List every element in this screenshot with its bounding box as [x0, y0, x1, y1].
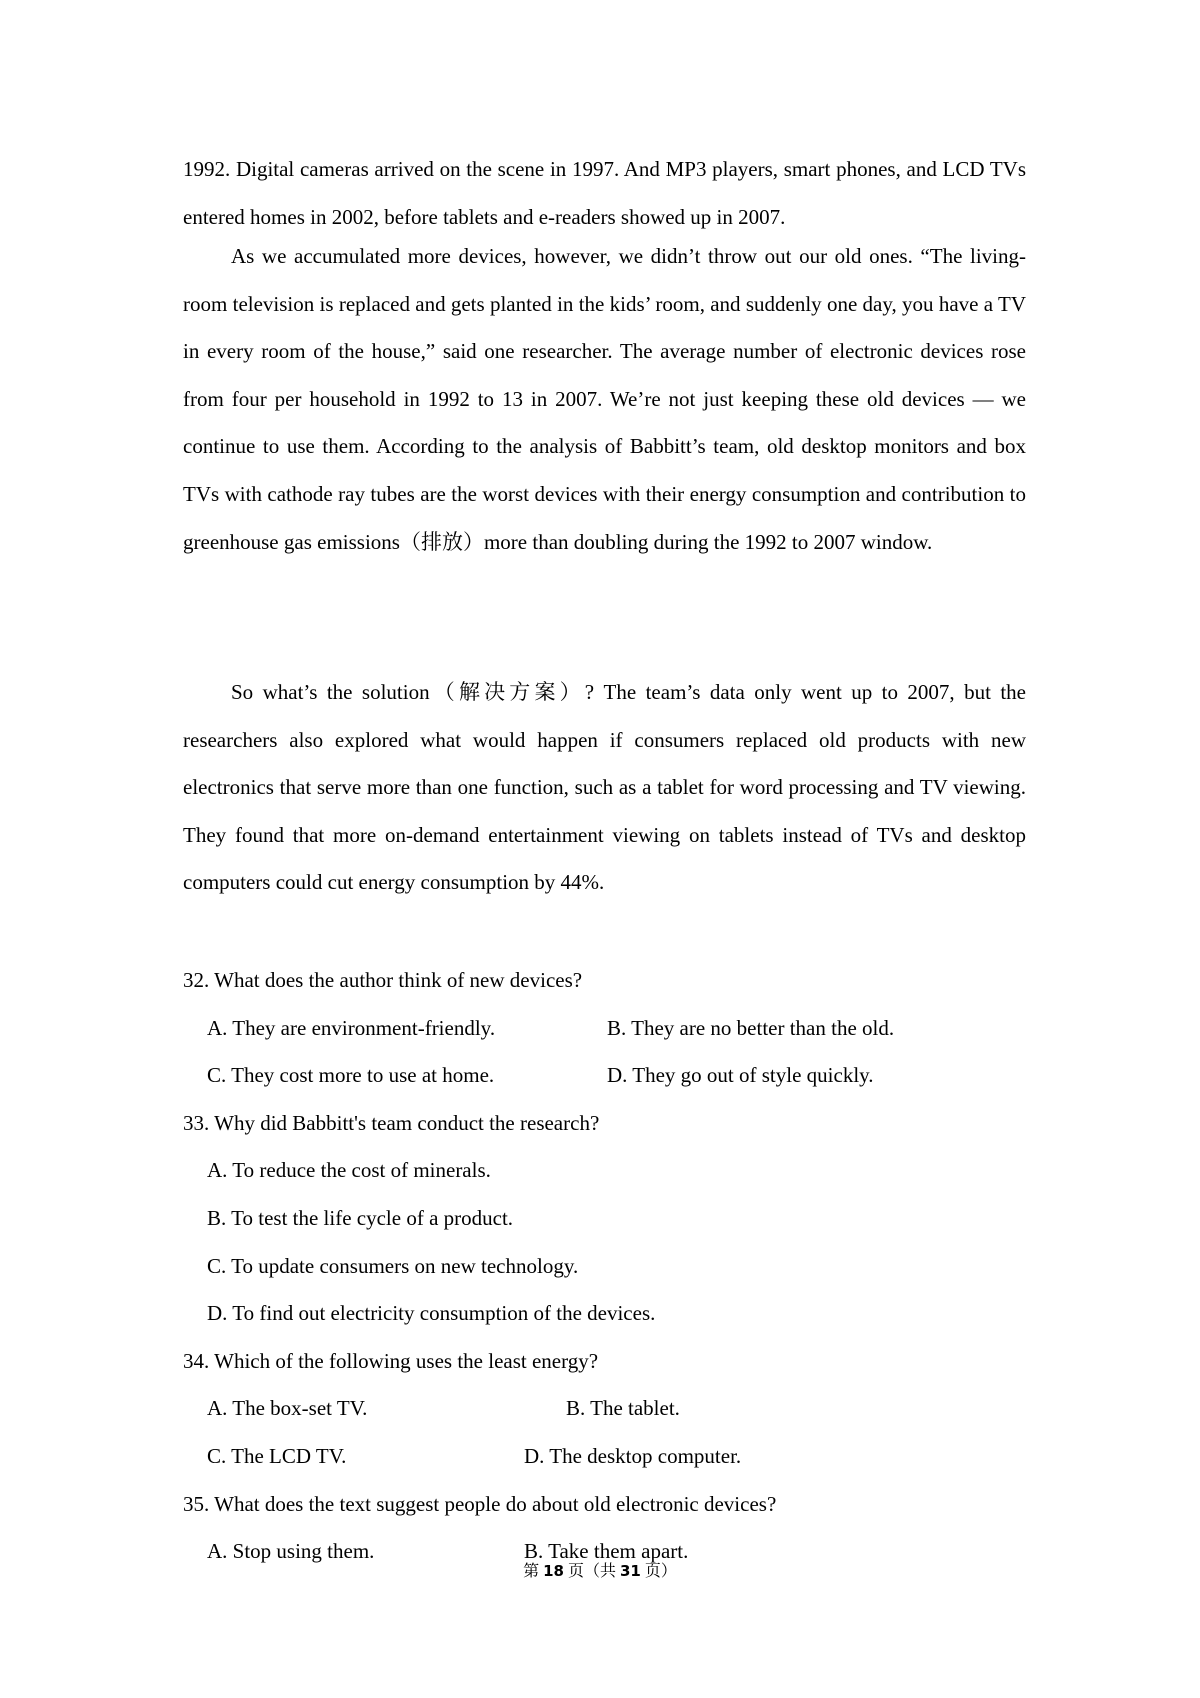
question-33-option-d: D. To find out electricity consumption of the devices.	[207, 1301, 656, 1325]
question-32-option-d: D. They go out of style quickly.	[607, 1063, 874, 1087]
question-34-option-c: C. The LCD TV.	[207, 1444, 347, 1468]
question-34-option-d: D. The desktop computer.	[524, 1444, 742, 1468]
question-34-option-a: A. The box-set TV.	[207, 1396, 368, 1420]
question-32-option-a: A. They are environment-friendly.	[207, 1016, 496, 1040]
passage-paragraph-2: As we accumulated more devices, however, we didn’t throw out our old ones. “The living-room television is replaced and gets planted in the kids’ room, and suddenly one day, you have a TV in every room of the house,” said one researcher. The average number of electronic devices rose from four per household in 1992 to 13 in 2007. We’re not just keeping these old devices — we continue to use them. According to the analysis of Babbitt’s team, old desktop monitors and box TVs with cathode ray tubes are the worst devices with their energy consumption and contribution to greenhouse gas emissions（排放）more than doubling during the 1992 to 2007 window.	[183, 244, 1026, 554]
footer-suffix: 页）	[640, 1563, 677, 1580]
question-32-option-c: C. They cost more to use at home.	[207, 1063, 495, 1087]
question-35-stem: 35. What does the text suggest people do about old electronic devices?	[183, 1492, 777, 1516]
footer-middle: 页（共	[563, 1563, 620, 1580]
passage-paragraph-1: 1992. Digital cameras arrived on the scene in 1997. And MP3 players, smart phones, and LCD TVs entered homes in 2002, before tablets and e-readers showed up in 2007.	[183, 157, 1026, 229]
question-35-option-a: A. Stop using them.	[207, 1539, 375, 1563]
question-33-stem: 33. Why did Babbitt's team conduct the research?	[183, 1111, 600, 1135]
question-33-option-c: C. To update consumers on new technology.	[207, 1254, 579, 1278]
question-32-stem: 32. What does the author think of new devices?	[183, 968, 583, 992]
page-footer	[0, 1560, 1200, 1583]
question-32-option-b: B. They are no better than the old.	[607, 1016, 895, 1040]
footer-total-pages: 31	[620, 1562, 641, 1580]
question-33-option-b: B. To test the life cycle of a product.	[207, 1206, 514, 1230]
question-33-option-a: A. To reduce the cost of minerals.	[207, 1158, 491, 1182]
passage-paragraph-3: So what’s the solution（解决方案）? The team’s data only went up to 2007, but the researchers also explored what would happen if consumers replaced old products with new electronics that serve more than one function, such as a tablet for word processing and TV viewing. They found that more on-demand entertainment viewing on tablets instead of TVs and desktop computers could cut energy consumption by 44%.	[183, 680, 1026, 895]
question-34-stem: 34. Which of the following uses the least energy?	[183, 1349, 599, 1373]
question-34-option-b: B. The tablet.	[566, 1396, 680, 1420]
footer-prefix: 第	[523, 1563, 544, 1580]
footer-page-number: 18	[543, 1562, 564, 1580]
question-35-option-b: B. Take them apart.	[524, 1539, 689, 1563]
